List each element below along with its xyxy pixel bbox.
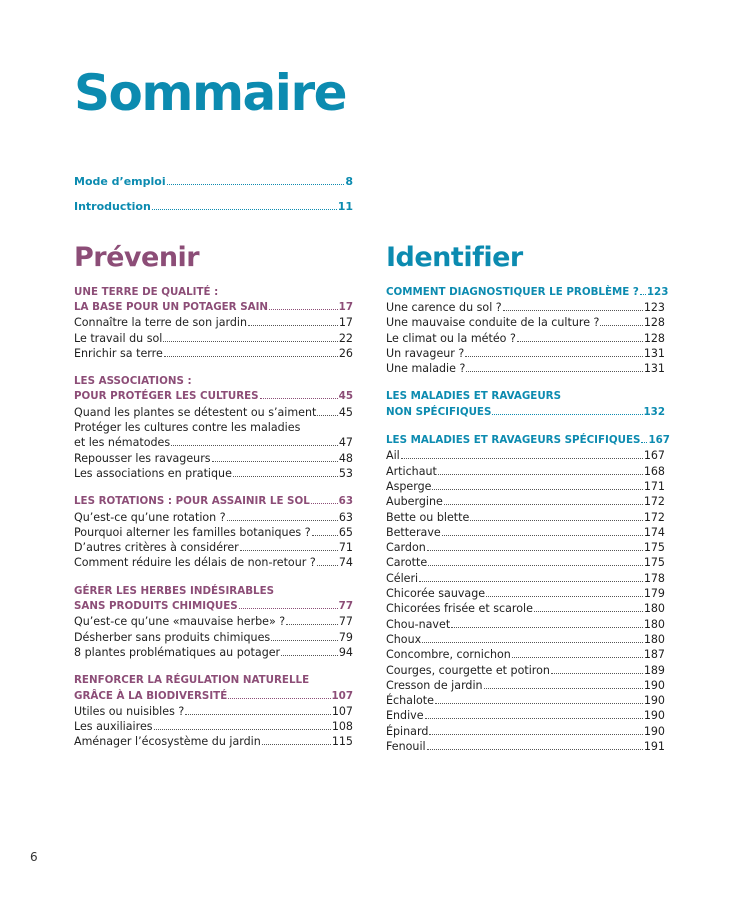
toc-entry[interactable] <box>386 555 665 570</box>
page-ref: 17 <box>338 316 353 330</box>
entry-label: 8 plantes problématiques au potager <box>74 645 281 659</box>
toc-entry[interactable] <box>74 630 353 645</box>
dot-leader <box>425 718 643 719</box>
dot-leader <box>185 714 331 715</box>
entry-label: Endive <box>386 709 424 723</box>
entry-label: SANS PRODUITS CHIMIQUES <box>74 600 238 613</box>
dot-leader <box>534 611 643 612</box>
page-ref: 172 <box>643 495 665 509</box>
dot-leader <box>465 356 643 357</box>
page-ref: 115 <box>331 735 353 749</box>
page-ref: 190 <box>643 694 665 708</box>
page-ref: 77 <box>338 600 353 613</box>
entry-label: Asperge <box>386 479 432 493</box>
page-ref: 178 <box>643 571 665 585</box>
entry-label: LES MALADIES ET RAVAGEURS SPÉCIFIQUES <box>386 434 641 447</box>
toc-entry[interactable] <box>386 494 665 509</box>
entry-label: Artichaut <box>386 464 437 478</box>
toc-entry[interactable] <box>386 464 665 479</box>
dot-leader <box>262 744 331 745</box>
dot-leader <box>171 445 338 446</box>
toc-entry[interactable] <box>386 693 665 708</box>
dot-leader <box>311 503 338 504</box>
page-ref: 45 <box>338 405 353 419</box>
dot-leader <box>438 474 643 475</box>
page-ref: 11 <box>337 200 353 214</box>
dot-leader <box>640 294 646 295</box>
page-ref: 189 <box>643 663 665 677</box>
toc-entry-intro[interactable] <box>74 174 353 189</box>
dot-leader <box>466 371 642 372</box>
entry-label: Comment réduire les délais de non-retour ? <box>74 556 316 570</box>
toc-entry[interactable] <box>74 734 353 749</box>
page-ref: 45 <box>338 390 353 403</box>
toc-entry[interactable] <box>74 704 353 719</box>
dot-leader <box>427 749 643 750</box>
page-ref: 71 <box>338 541 353 555</box>
entry-label: Cresson de jardin <box>386 678 483 692</box>
toc-section <box>74 494 353 570</box>
page-ref: 26 <box>338 346 353 360</box>
page-ref: 107 <box>331 689 353 702</box>
toc-entry[interactable] <box>386 525 665 540</box>
section-heading[interactable] <box>386 285 669 300</box>
toc-entry[interactable] <box>386 739 665 754</box>
dot-leader <box>503 310 643 311</box>
dot-leader <box>271 640 338 641</box>
dot-leader <box>517 341 643 342</box>
toc-entry[interactable] <box>74 525 353 540</box>
entry-label: Mode d’emploi <box>74 175 166 188</box>
entry-label: et les nématodes <box>74 436 171 450</box>
toc-entry[interactable] <box>74 614 353 629</box>
entry-label: Une maladie ? <box>386 362 466 376</box>
dot-leader <box>269 309 338 310</box>
dot-leader <box>492 414 642 415</box>
entry-label: Aubergine <box>386 495 443 509</box>
toc-section <box>386 389 665 420</box>
entry-label: Les auxiliaires <box>74 720 153 734</box>
entry-label: GRÂCE À LA BIODIVERSITÉ <box>74 689 228 702</box>
entry-label: LES ROTATIONS : POUR ASSAINIR LE SOL <box>74 495 310 508</box>
entry-label: Choux <box>386 632 422 646</box>
toc-entry[interactable] <box>74 555 353 570</box>
toc-section <box>74 584 353 660</box>
column-prevenir <box>74 243 353 763</box>
dot-leader <box>435 703 643 704</box>
page-ref: 74 <box>338 556 353 570</box>
entry-label: Ail <box>386 449 400 463</box>
entry-label: POUR PROTÉGER LES CULTURES <box>74 390 259 403</box>
toc-entry[interactable] <box>386 331 665 346</box>
toc-entry[interactable] <box>74 540 353 555</box>
entry-label: Concombre, cornichon <box>386 648 511 662</box>
entry-label: Les associations en pratique <box>74 466 232 480</box>
page-ref: 17 <box>338 300 353 313</box>
toc-entry[interactable] <box>386 601 665 616</box>
entry-label: Pourquoi alterner les familles botaniques ? <box>74 525 311 539</box>
entry-label: Chicorée sauvage <box>386 587 486 601</box>
toc-entry[interactable] <box>74 331 353 346</box>
page-ref: 174 <box>643 525 665 539</box>
page-ref: 63 <box>338 495 353 508</box>
dot-leader <box>427 550 643 551</box>
entry-label: Chou-navet <box>386 617 451 631</box>
dot-leader <box>470 520 643 521</box>
entry-label: Un ravageur ? <box>386 346 465 360</box>
dot-leader <box>312 535 338 536</box>
toc-entry[interactable] <box>386 510 665 525</box>
dot-leader <box>317 565 338 566</box>
toc-entry[interactable] <box>386 724 665 739</box>
entry-label: Chicorées frisée et scarole <box>386 602 533 616</box>
dot-leader <box>248 325 338 326</box>
page-ref: 175 <box>643 541 665 555</box>
page-ref: 187 <box>643 648 665 662</box>
entry-label: Carotte <box>386 556 428 570</box>
dot-leader <box>512 657 643 658</box>
entry-label: NON SPÉCIFIQUES <box>386 405 492 418</box>
toc-section <box>386 285 669 377</box>
section-heading-line: GÉRER LES HERBES INDÉSIRABLES <box>74 584 275 597</box>
entry-label: COMMENT DIAGNOSTIQUER LE PROBLÈME ? <box>386 285 639 298</box>
section-heading[interactable] <box>74 599 353 614</box>
entry-label: Courges, courgette et potiron <box>386 663 550 677</box>
page-ref: 180 <box>643 617 665 631</box>
dot-leader <box>228 698 330 699</box>
dot-leader <box>286 624 338 625</box>
toc-entry[interactable] <box>74 510 353 525</box>
dot-leader <box>432 489 642 490</box>
dot-leader <box>163 341 338 342</box>
toc-entry[interactable] <box>386 663 665 678</box>
dot-leader <box>429 734 642 735</box>
page-ref: 167 <box>643 449 665 463</box>
dot-leader <box>233 476 338 477</box>
dot-leader <box>152 209 337 210</box>
toc-entry[interactable] <box>386 708 665 723</box>
entry-label: Céleri <box>386 571 419 585</box>
section-heading-line: LES MALADIES ET RAVAGEURS <box>386 390 562 403</box>
dot-leader <box>317 415 337 416</box>
page-ref: 107 <box>331 704 353 718</box>
page-ref: 172 <box>643 510 665 524</box>
dot-leader <box>551 673 643 674</box>
dot-leader <box>600 325 642 326</box>
page-ref: 53 <box>338 466 353 480</box>
entry-label: Désherber sans produits chimiques <box>74 630 271 644</box>
toc-entry[interactable] <box>386 571 665 586</box>
page-ref: 180 <box>643 602 665 616</box>
toc-entry[interactable] <box>386 315 665 330</box>
dot-leader <box>451 627 643 628</box>
toc-entry[interactable] <box>386 647 665 662</box>
dot-leader <box>154 729 331 730</box>
page-ref: 123 <box>646 285 669 298</box>
toc-section <box>74 374 353 481</box>
toc-entry[interactable] <box>386 300 665 315</box>
toc-entry[interactable] <box>74 346 353 361</box>
page-ref: 171 <box>643 479 665 493</box>
dot-leader <box>227 520 338 521</box>
toc-entry[interactable] <box>386 632 665 647</box>
toc-entry[interactable] <box>386 540 665 555</box>
page-ref: 63 <box>338 510 353 524</box>
page-ref: 22 <box>338 331 353 345</box>
page-ref: 190 <box>643 709 665 723</box>
toc-entry[interactable] <box>386 678 665 693</box>
toc-entry-intro[interactable] <box>74 199 353 214</box>
section-heading[interactable] <box>74 689 353 704</box>
dot-leader <box>444 504 643 505</box>
toc-entry[interactable] <box>74 719 353 734</box>
entry-label: Quand les plantes se détestent ou s’aiment <box>74 405 317 419</box>
entry-label: Repousser les ravageurs <box>74 451 211 465</box>
entry-label: Utiles ou nuisibles ? <box>74 704 185 718</box>
page-ref: 167 <box>648 434 670 447</box>
dot-leader <box>486 596 643 597</box>
entry-label: Aménager l’écosystème du jardin <box>74 735 261 749</box>
part-title-identifier: Identifier <box>386 242 523 273</box>
dot-leader <box>419 581 643 582</box>
page-ref: 132 <box>643 405 665 418</box>
toc-section <box>386 433 670 754</box>
section-heading[interactable] <box>386 405 665 420</box>
page-ref: 77 <box>338 615 353 629</box>
page-number: 6 <box>30 850 38 864</box>
toc-entry[interactable] <box>74 435 353 450</box>
entry-label: Le climat ou la météo ? <box>386 331 516 345</box>
entry-label: D’autres critères à considérer <box>74 541 239 555</box>
dot-leader <box>401 458 643 459</box>
dot-leader <box>484 688 643 689</box>
page-ref: 168 <box>643 464 665 478</box>
section-heading-line: UNE TERRE DE QUALITÉ : <box>74 285 219 298</box>
page-title: Sommaire <box>74 64 347 122</box>
column-identifier <box>386 242 670 767</box>
toc-entry[interactable] <box>386 346 665 361</box>
entry-label: Une carence du sol ? <box>386 300 502 314</box>
entry-label: Une mauvaise conduite de la culture ? <box>386 316 600 330</box>
entry-label: Le travail du sol <box>74 331 163 345</box>
page-ref: 108 <box>331 720 353 734</box>
toc-section <box>74 673 353 749</box>
page-ref: 47 <box>338 436 353 450</box>
toc-entry[interactable] <box>74 451 353 466</box>
entry-label-line: Protéger les cultures contre les maladies <box>74 421 301 435</box>
entry-label: Qu’est-ce qu’une rotation ? <box>74 510 226 524</box>
toc-section <box>74 285 353 361</box>
section-heading[interactable] <box>74 389 353 404</box>
toc-entry[interactable] <box>386 617 665 632</box>
dot-leader <box>212 461 338 462</box>
toc-entry[interactable] <box>74 466 353 481</box>
prevenir-sections <box>74 285 353 750</box>
page-ref: 94 <box>338 645 353 659</box>
dot-leader <box>422 642 643 643</box>
page-ref: 128 <box>643 316 665 330</box>
page-ref: 65 <box>338 525 353 539</box>
dot-leader <box>239 608 338 609</box>
entry-label: Connaître la terre de son jardin <box>74 316 248 330</box>
section-heading[interactable] <box>74 300 353 315</box>
page-ref: 48 <box>338 451 353 465</box>
page-ref: 79 <box>338 630 353 644</box>
page-ref: 191 <box>643 740 665 753</box>
section-heading[interactable] <box>74 494 353 509</box>
dot-leader <box>260 398 338 399</box>
toc-entry[interactable] <box>386 448 665 463</box>
entry-label: Introduction <box>74 200 151 214</box>
intro-entries <box>74 174 353 225</box>
toc-entry[interactable] <box>386 361 665 376</box>
page-ref: 180 <box>643 632 665 646</box>
entry-label: Échalote <box>386 694 434 708</box>
page-ref: 131 <box>643 362 665 376</box>
page-ref: 128 <box>643 331 665 345</box>
page-ref: 131 <box>643 346 665 360</box>
entry-label: LA BASE POUR UN POTAGER SAIN <box>74 300 269 313</box>
dot-leader <box>641 442 647 443</box>
entry-label: Épinard <box>386 724 429 738</box>
page-ref: 179 <box>643 587 665 601</box>
page-ref: 123 <box>643 300 665 314</box>
entry-label: Bette ou blette <box>386 510 470 524</box>
section-heading-line: RENFORCER LA RÉGULATION NATURELLE <box>74 674 310 687</box>
dot-leader <box>167 184 345 185</box>
page-ref: 190 <box>643 724 665 738</box>
part-title-prevenir: Prévenir <box>74 242 200 273</box>
page-ref: 190 <box>643 678 665 692</box>
page-ref: 8 <box>345 175 353 188</box>
toc-entry[interactable] <box>74 315 353 330</box>
section-heading-line: LES ASSOCIATIONS : <box>74 375 192 388</box>
dot-leader <box>281 655 338 656</box>
entry-label: Enrichir sa terre <box>74 346 163 360</box>
section-heading[interactable] <box>386 433 670 448</box>
dot-leader <box>428 565 643 566</box>
toc-entry[interactable] <box>386 479 665 494</box>
toc-entry[interactable] <box>74 405 353 420</box>
page-ref: 175 <box>643 556 665 570</box>
toc-entry[interactable] <box>74 645 353 660</box>
toc-entry[interactable] <box>386 586 665 601</box>
entry-label: Cardon <box>386 541 426 555</box>
entry-label: Betterave <box>386 525 441 539</box>
dot-leader <box>240 550 338 551</box>
entry-label: Qu’est-ce qu’une «mauvaise herbe» ? <box>74 615 286 629</box>
identifier-sections <box>386 285 670 755</box>
dot-leader <box>164 356 338 357</box>
entry-label: Fenouil <box>386 740 426 753</box>
dot-leader <box>442 535 643 536</box>
